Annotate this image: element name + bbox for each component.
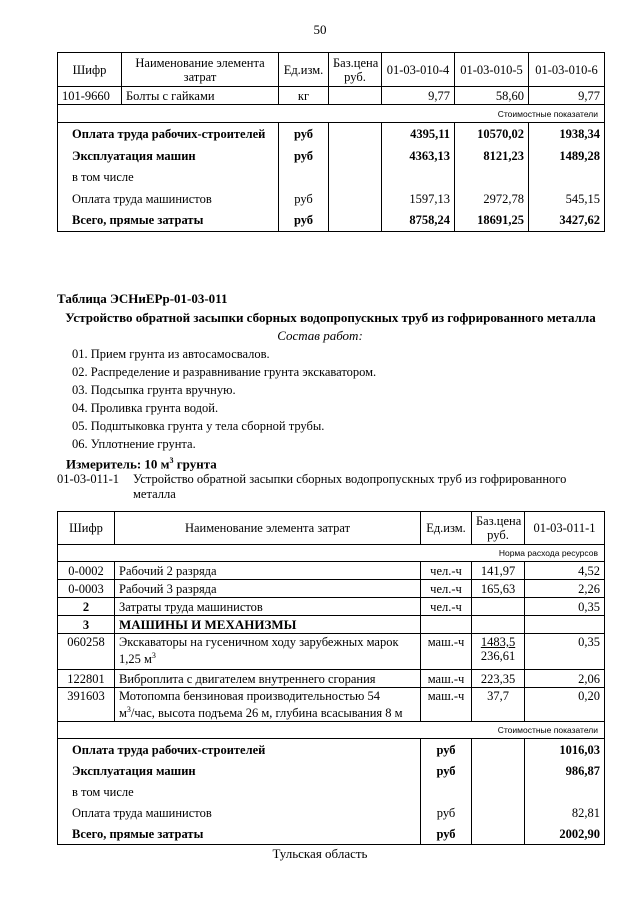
cell-unit: чел.-ч	[421, 562, 472, 580]
table-1	[57, 52, 605, 232]
cell-name-sup: 3	[151, 651, 156, 660]
work-item: 06. Уплотнение грунта.	[72, 437, 196, 451]
cell-name-sup: 3	[126, 705, 131, 714]
summary-value: 1489,28	[529, 145, 605, 167]
table-2	[57, 511, 605, 845]
header-cell: 01-03-010-4	[382, 53, 455, 87]
summary-row	[58, 123, 605, 145]
work-list	[72, 345, 376, 453]
summary-value: 986,87	[525, 760, 605, 781]
measure-tail: грунта	[173, 456, 217, 472]
table-row	[58, 562, 605, 580]
header-cell: 01-03-010-6	[529, 53, 605, 87]
summary-name: Всего, прямые затраты	[58, 823, 421, 845]
cell-name: Виброплита с двигателем внутреннего сгорания	[115, 670, 421, 688]
cell-name-line: Мотопомпа бензиновая производительностью 54	[119, 689, 381, 703]
table-row	[58, 634, 605, 670]
cell-name-line	[119, 703, 416, 720]
page-number: 50	[313, 22, 327, 37]
cell-price-line: 236,61	[480, 649, 516, 663]
header-cell: 01-03-011-1	[525, 512, 605, 545]
cell-price: 141,97	[472, 562, 525, 580]
summary-row	[58, 823, 605, 845]
cell-value: 58,60	[455, 87, 529, 105]
work-item: 02. Распределение и разравнивание грунта экскаватором.	[72, 365, 377, 379]
cell-value: 9,77	[382, 87, 455, 105]
summary-row	[58, 760, 605, 781]
cell-name: Болты с гайками	[122, 87, 279, 105]
page-footer: Тульская область	[272, 846, 368, 861]
summary-unit: руб	[279, 188, 329, 210]
cell-code: 391603	[58, 688, 115, 722]
cost-label: Стоимостные показатели	[58, 722, 605, 739]
header-cell: Ед.изм.	[279, 53, 329, 87]
measure-label: Измеритель: 10 м	[66, 456, 170, 472]
cell-price: 37,7	[472, 688, 525, 722]
cell-code: 3	[58, 616, 115, 634]
table-title: Таблица ЭСНиЕРр-01-03-011	[57, 291, 228, 306]
norm-label: Норма расхода ресурсов	[58, 545, 605, 562]
cell-price-line: 1483,5	[480, 635, 516, 649]
summary-value: 545,15	[529, 188, 605, 210]
header-cell: Шифр	[58, 512, 115, 545]
cell-price: 165,63	[472, 580, 525, 598]
cell-name-text: /час, высота подъема 26 м, глубина всасывания 8 м	[130, 706, 403, 721]
work-title: Состав работ:	[277, 328, 363, 343]
cell-value: 9,77	[529, 87, 605, 105]
summary-value: 1597,13	[382, 188, 455, 210]
code-description	[133, 472, 603, 502]
summary-name: Оплата труда машинистов	[58, 188, 279, 210]
summary-row	[58, 802, 605, 823]
summary-name: Оплата труда рабочих-строителей	[58, 739, 421, 761]
summary-value: 82,81	[525, 802, 605, 823]
cell-name	[115, 688, 421, 722]
header-cell: Наименование элемента затрат	[122, 53, 279, 87]
summary-row	[58, 167, 605, 188]
table-row	[58, 580, 605, 598]
header-cell: Баз.цена руб.	[329, 53, 382, 87]
summary-unit: руб	[279, 145, 329, 167]
summary-name: Оплата труда машинистов	[58, 802, 421, 823]
cell-unit: чел.-ч	[421, 580, 472, 598]
summary-value: 10570,02	[455, 123, 529, 145]
table-row	[58, 688, 605, 722]
cell-unit: чел.-ч	[421, 598, 472, 616]
header-cell: Шифр	[58, 53, 122, 87]
summary-name: Эксплуатация машин	[58, 145, 279, 167]
summary-unit: руб	[421, 739, 472, 761]
summary-unit: руб	[279, 123, 329, 145]
cell-unit: маш.-ч	[421, 670, 472, 688]
cost-label: Стоимостные показатели	[58, 105, 605, 123]
summary-unit: руб	[421, 823, 472, 845]
summary-unit: руб	[421, 802, 472, 823]
table-row	[58, 598, 605, 616]
cell-code: 101-9660	[58, 87, 122, 105]
code-desc-line: Устройство обратной засыпки сборных водопропускных труб из гофрированного	[133, 472, 567, 486]
cell-code: 122801	[58, 670, 115, 688]
cell-name: Рабочий 2 разряда	[115, 562, 421, 580]
summary-row	[58, 188, 605, 210]
summary-value: 4395,11	[382, 123, 455, 145]
summary-name: в том числе	[58, 781, 421, 802]
cell-unit: маш.-ч	[421, 634, 472, 670]
summary-name: Эксплуатация машин	[58, 760, 421, 781]
cell-code: 0-0002	[58, 562, 115, 580]
summary-value: 8758,24	[382, 210, 455, 232]
cell-value: 4,52	[525, 562, 605, 580]
summary-value: 4363,13	[382, 145, 455, 167]
measure	[66, 456, 217, 472]
work-item: 01. Прием грунта из автосамосвалов.	[72, 347, 270, 361]
cell-code: 2	[58, 598, 115, 616]
cell-name: Затраты труда машинистов	[115, 598, 421, 616]
cell-code: 060258	[58, 634, 115, 670]
code-desc-line: металла	[133, 487, 176, 501]
summary-name: Оплата труда рабочих-строителей	[58, 123, 279, 145]
summary-unit: руб	[421, 760, 472, 781]
cell-name-text: Экскаваторы на гусеничном ходу зарубежных марок 1,25 м	[119, 635, 399, 667]
summary-row	[58, 781, 605, 802]
summary-value: 1016,03	[525, 739, 605, 761]
table-row	[58, 87, 605, 105]
summary-value: 8121,23	[455, 145, 529, 167]
cell-name-text: м	[119, 706, 127, 721]
table-row	[58, 616, 605, 634]
summary-name: Всего, прямые затраты	[58, 210, 279, 232]
summary-value: 1938,34	[529, 123, 605, 145]
work-item: 04. Проливка грунта водой.	[72, 401, 219, 415]
cost-label-row	[58, 105, 605, 123]
table-row	[58, 670, 605, 688]
cell-unit: кг	[279, 87, 329, 105]
cost-label-row	[58, 722, 605, 739]
summary-value: 3427,62	[529, 210, 605, 232]
work-item: 05. Подштыковка грунта у тела сборной трубы.	[72, 419, 325, 433]
cell-name: Рабочий 3 разряда	[115, 580, 421, 598]
summary-row	[58, 145, 605, 167]
cell-price	[329, 87, 382, 105]
summary-value: 18691,25	[455, 210, 529, 232]
summary-unit: руб	[279, 210, 329, 232]
summary-row	[58, 210, 605, 232]
cell-value: 2,26	[525, 580, 605, 598]
cell-value: 2,06	[525, 670, 605, 688]
header-cell: Баз.цена руб.	[472, 512, 525, 545]
cell-price: 223,35	[472, 670, 525, 688]
code-label: 01-03-011-1	[57, 472, 120, 486]
cell-price	[472, 634, 525, 670]
section-heading: Устройство обратной засыпки сборных водопропускных труб из гофрированного металла	[65, 310, 596, 325]
header-cell: Наименование элемента затрат	[115, 512, 421, 545]
summary-value: 2002,90	[525, 823, 605, 845]
cell-name: МАШИНЫ И МЕХАНИЗМЫ	[115, 616, 421, 634]
table-2-header	[58, 512, 605, 545]
cell-name	[115, 634, 421, 670]
summary-row	[58, 739, 605, 761]
work-item: 03. Подсыпка грунта вручную.	[72, 383, 236, 397]
cell-value: 0,35	[525, 598, 605, 616]
header-cell: Ед.изм.	[421, 512, 472, 545]
measure-sup: 3	[169, 456, 174, 465]
summary-name: в том числе	[58, 167, 279, 188]
cell-unit: маш.-ч	[421, 688, 472, 722]
norm-label-row	[58, 545, 605, 562]
cell-value: 0,20	[525, 688, 605, 722]
table-1-header	[58, 53, 605, 87]
cell-value: 0,35	[525, 634, 605, 670]
cell-code: 0-0003	[58, 580, 115, 598]
header-cell: 01-03-010-5	[455, 53, 529, 87]
summary-value: 2972,78	[455, 188, 529, 210]
